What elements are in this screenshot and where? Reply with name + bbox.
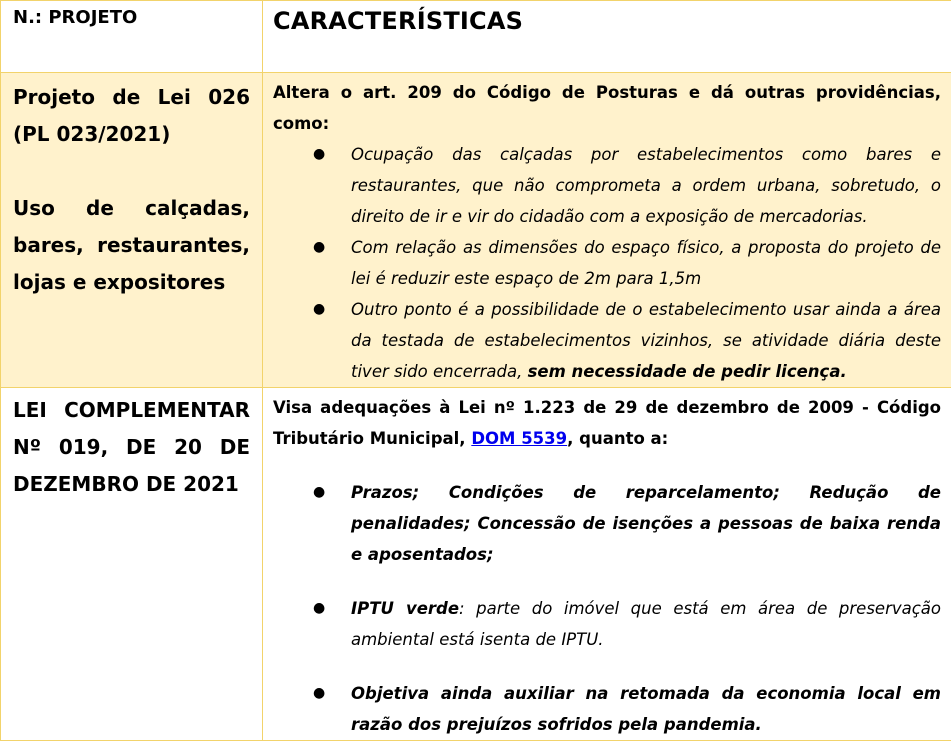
list-item-text: : parte do imóvel que está em área de preservação ambiental está isenta de IPTU. <box>351 599 941 649</box>
list-item-text: Outro ponto é a possibilidade de o estabelecimento usar ainda a área da testada de estabelecimentos vizinhos, se atividade diária deste tiver sido encerrada, <box>351 300 941 381</box>
intro-text: Visa adequações à Lei nº 1.223 de 29 de dezembro de 2009 - Código Tributário Municipal, <box>273 398 941 448</box>
intro-text-end: , quanto a: <box>567 429 668 448</box>
bullet-icon: ● <box>313 232 325 263</box>
list-item-text: Ocupação das calçadas por estabelecimentos como bares e restaurantes, que não comprometa a ordem urbana, sobretudo, o direito de ir e vir do cidadão com a exposição de mercadorias. <box>351 145 941 226</box>
list-item-bold-text: Objetiva ainda auxiliar na retomada da economia local em razão dos prejuízos sofridos pela pandemia. <box>351 684 941 734</box>
project-cell <box>1 73 263 388</box>
bullet-icon: ● <box>313 294 325 325</box>
list-item <box>273 294 941 387</box>
header-characteristics: CARACTERÍSTICAS <box>263 1 951 73</box>
bullet-icon: ● <box>313 593 325 624</box>
bullet-icon: ● <box>313 477 325 508</box>
characteristics-intro: Altera o art. 209 do Código de Posturas e dá outras providências, como: <box>273 77 941 139</box>
table-row <box>1 388 951 741</box>
list-item <box>273 678 941 740</box>
characteristics-intro <box>273 392 941 454</box>
project-title: Projeto de Lei 026 (PL 023/2021) <box>13 79 250 153</box>
characteristics-list <box>273 477 941 740</box>
list-item <box>273 232 941 294</box>
list-item-bold-text: IPTU verde <box>351 599 459 618</box>
list-item-text: Com relação as dimensões do espaço físico, a proposta do projeto de lei é reduzir este espaço de 2m para 1,5m <box>351 238 941 288</box>
list-item-bold-text: sem necessidade de pedir licença. <box>528 362 847 381</box>
dom-5539-link[interactable]: DOM 5539 <box>471 429 567 448</box>
project-title: LEI COMPLEMENTAR Nº 019, DE 20 DE DEZEMBRO DE 2021 <box>13 392 250 503</box>
project-subject: Uso de calçadas, bares, restaurantes, lojas e expositores <box>13 190 250 301</box>
table-row <box>1 73 951 388</box>
list-item <box>273 593 941 655</box>
characteristics-cell <box>263 388 951 741</box>
header-project-number: N.: PROJETO <box>1 1 263 73</box>
bullet-icon: ● <box>313 139 325 170</box>
project-cell <box>1 388 263 741</box>
list-item <box>273 139 941 232</box>
bullet-icon: ● <box>313 678 325 709</box>
header-row <box>1 1 951 73</box>
list-item <box>273 477 941 570</box>
list-item-bold-text: Prazos; Condições de reparcelamento; Redução de penalidades; Concessão de isenções a pessoas de baixa renda e aposentados; <box>351 483 941 564</box>
characteristics-list <box>273 139 941 387</box>
characteristics-cell <box>263 73 951 388</box>
